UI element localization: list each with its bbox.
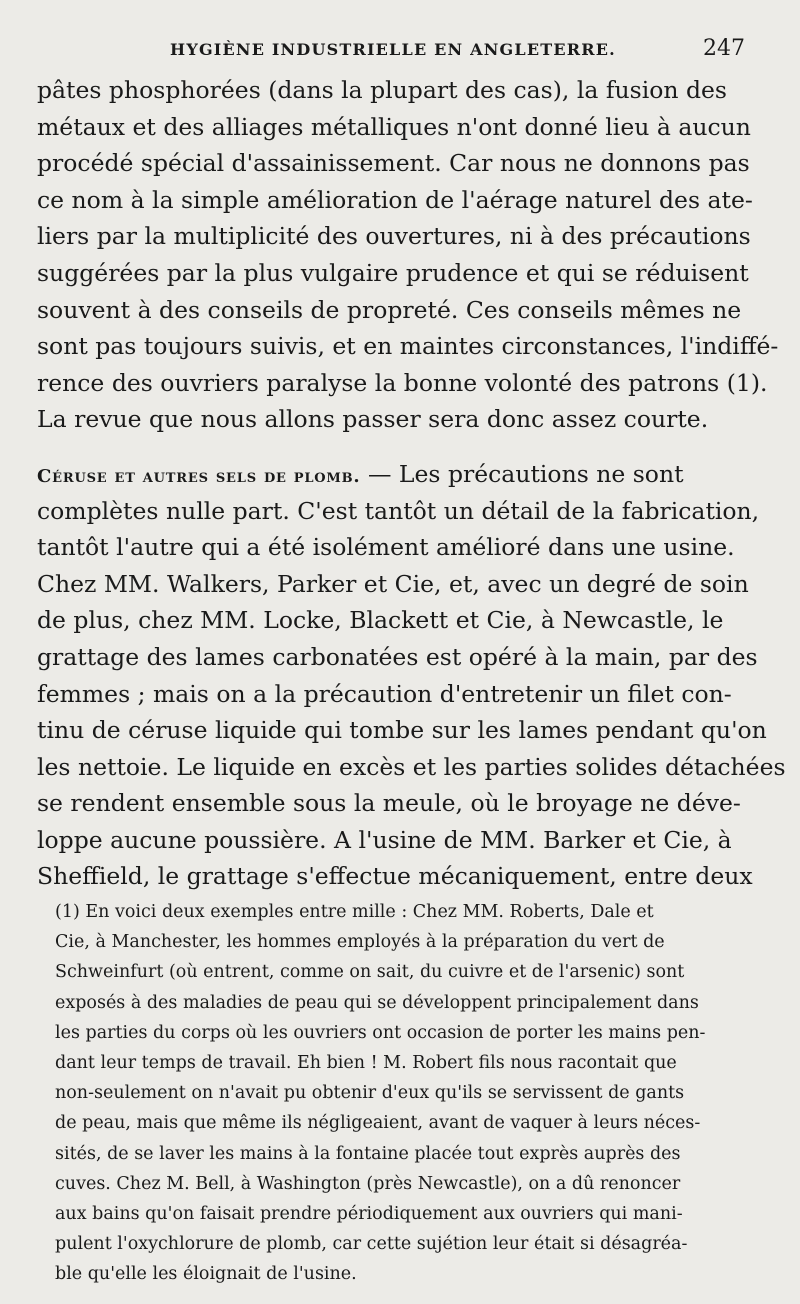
section-spacer: [37, 438, 759, 456]
text-line: tantôt l'autre qui a été isolément amélioré dans une usine.: [37, 533, 735, 562]
text-line: tinu de céruse liquide qui tombe sur les lames pendant qu'on: [37, 716, 767, 745]
main-text: [37, 72, 786, 895]
page-number: 247: [703, 36, 745, 61]
text-line: rence des ouvriers paralyse la bonne volonté des patrons (1).: [37, 368, 768, 397]
text-line: pâtes phosphorées (dans la plupart des cas), la fusion des: [37, 76, 727, 104]
footnote-line: sités, de se laver les mains à la fontaine placée tout exprès auprès des: [55, 1143, 681, 1164]
footnote-line: pulent l'oxychlorure de plomb, car cette sujétion leur était si désagréa-: [55, 1234, 688, 1255]
section-heading: Céruse et autres sels de plomb.: [37, 465, 361, 487]
text-line: ce nom à la simple amélioration de l'aérage naturel des ate-: [37, 185, 753, 214]
text-line: souvent à des conseils de propreté. Ces conseils mêmes ne: [37, 295, 742, 324]
text-line: complètes nulle part. C'est tantôt un détail de la fabrication,: [37, 496, 760, 525]
footnotes: [55, 897, 767, 1289]
text-line: les nettoie. Le liquide en excès et les parties solides détachées: [37, 752, 786, 781]
text-line: femmes ; mais on a la précaution d'entretenir un filet con-: [37, 679, 732, 708]
footnote-line: cuves. Chez M. Bell, à Washington (près Newcastle), on a dû renoncer: [55, 1173, 681, 1194]
footnote-line: aux bains qu'on faisait prendre périodiquement aux ouvriers qui mani-: [55, 1203, 683, 1224]
text-line: métaux et des alliages métalliques n'ont donné lieu à aucun: [37, 112, 751, 141]
footnote-line: Schweinfurt (où entrent, comme on sait, du cuivre et de l'arsenic) sont: [55, 962, 685, 983]
text-line: La revue que nous allons passer sera donc assez courte.: [37, 405, 709, 434]
footnote-line: exposés à des maladies de peau qui se développent principalement dans: [55, 992, 699, 1013]
text-line: de plus, chez MM. Locke, Blackett et Cie, à Newcastle, le: [37, 606, 724, 635]
section-first-line-text: — Les précautions ne sont: [360, 459, 684, 488]
footnote-line: dant leur temps de travail. Eh bien ! M. Robert fils nous racontait que: [55, 1052, 677, 1073]
footnote-line: de peau, mais que même ils négligeaient, avant de vaquer à leurs néces-: [55, 1113, 701, 1134]
running-head: HYGIÈNE INDUSTRIELLE EN ANGLETERRE.: [170, 40, 616, 59]
text-line: Chez MM. Walkers, Parker et Cie, et, avec un degré de soin: [37, 569, 749, 598]
text-line: suggérées par la plus vulgaire prudence et qui se réduisent: [37, 258, 749, 287]
text-line: sont pas toujours suivis, et en maintes circonstances, l'indiffé-: [37, 332, 779, 361]
footnote-line: non-seulement on n'avait pu obtenir d'eux qu'ils se servissent de gants: [55, 1083, 685, 1104]
text-line: liers par la multiplicité des ouvertures, ni à des précautions: [37, 222, 751, 251]
footnote-line: (1) En voici deux exemples entre mille : Chez MM. Roberts, Dale et: [55, 902, 654, 922]
footnote-line: ble qu'elle les éloignait de l'usine.: [55, 1264, 357, 1285]
footnote-line: Cie, à Manchester, les hommes employés à la préparation du vert de: [55, 932, 665, 953]
text-line: Sheffield, le grattage s'effectue mécaniquement, entre deux: [37, 862, 753, 891]
footnote-line: les parties du corps où les ouvriers ont occasion de porter les mains pen-: [55, 1022, 706, 1043]
text-line: loppe aucune poussière. A l'usine de MM. Barker et Cie, à: [37, 825, 732, 854]
section-first-line: [37, 456, 759, 493]
text-line: se rendent ensemble sous la meule, où le broyage ne déve-: [37, 789, 741, 818]
page-header: [170, 36, 745, 64]
text-line: procédé spécial d'assainissement. Car nous ne donnons pas: [37, 149, 750, 178]
text-line: grattage des lames carbonatées est opéré à la main, par des: [37, 642, 758, 671]
